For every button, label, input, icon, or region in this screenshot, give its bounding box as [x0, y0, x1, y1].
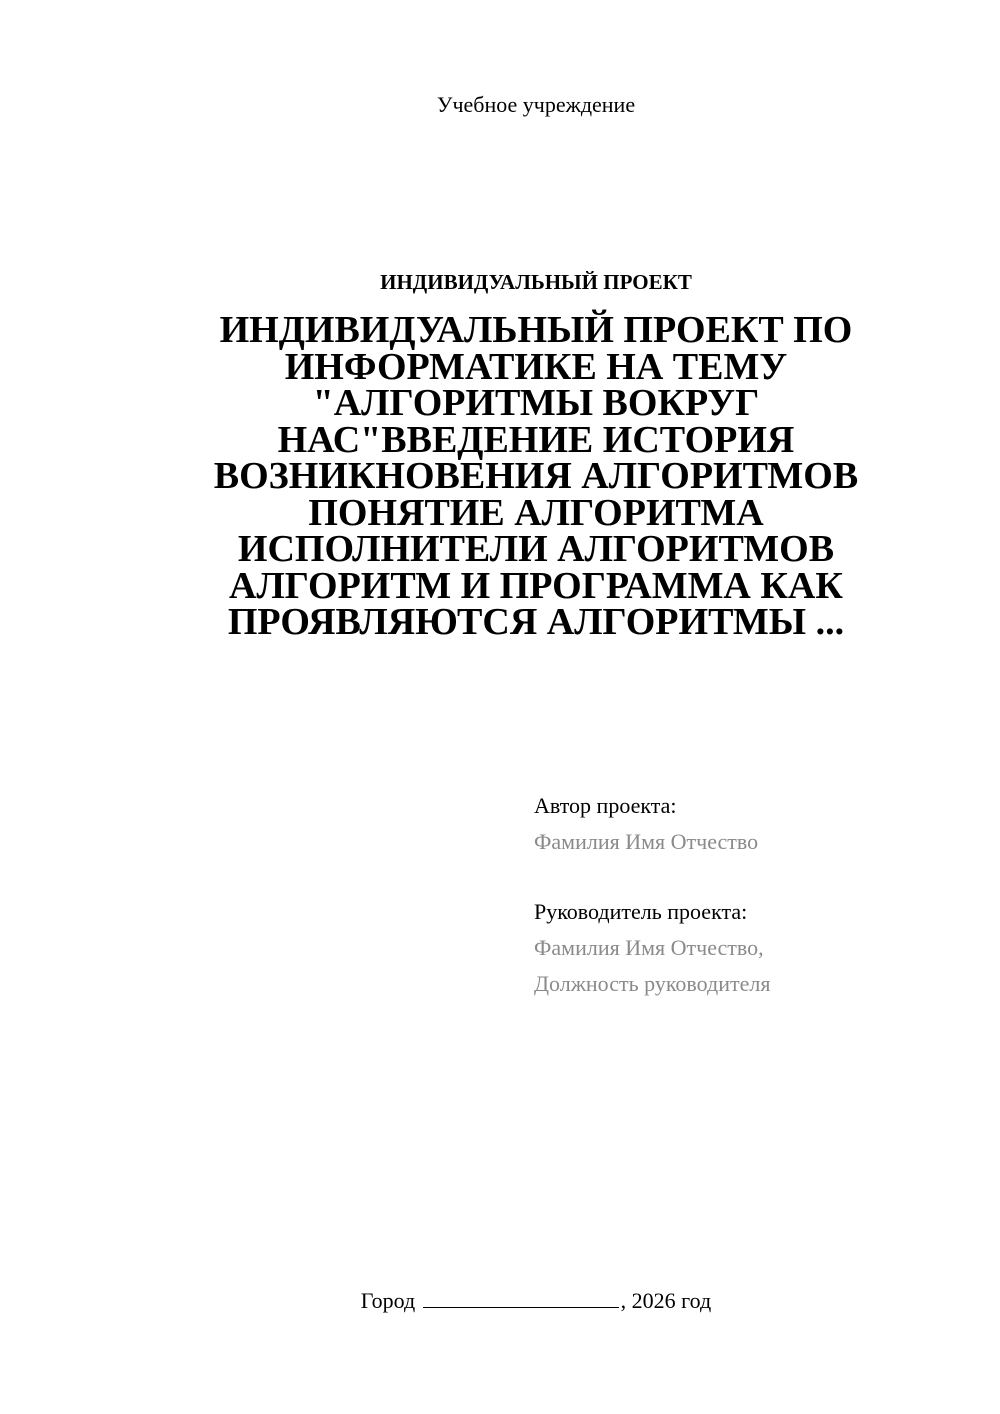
project-type-heading: ИНДИВИДУАЛЬНЫЙ ПРОЕКТ [380, 270, 692, 294]
project-title: ИНДИВИДУАЛЬНЫЙ ПРОЕКТ ПО ИНФОРМАТИКЕ НА ТЕМУ "АЛГОРИТМЫ ВОКРУГ НАС"ВВЕДЕНИЕ ИСТОРИЯ ВОЗНИКНОВЕНИЯ АЛГОРИТМОВ ПОНЯТИЕ АЛГОРИТМА ИСПОЛНИТЕЛИ АЛГОРИТМОВ АЛГОРИТМ И ПРОГРАММА КАК ПРОЯВЛЯЮТСЯ АЛГОРИТМЫ ... [213, 309, 859, 643]
author-label: Автор проекта: [534, 793, 677, 818]
institution-name: Учебное учреждение [436, 92, 636, 117]
supervisor-label: Руководитель проекта: [534, 899, 748, 924]
author-name: Фамилия Имя Отчество [534, 829, 759, 854]
supervisor-position: Должность руководителя [534, 971, 771, 996]
city-label: Город [360, 1288, 416, 1313]
city-year-line [0, 1288, 1000, 1314]
project-people-block [534, 788, 954, 1002]
city-blank-line [423, 1289, 619, 1308]
year-text: , 2026 год [620, 1288, 712, 1313]
spacer [534, 860, 954, 894]
supervisor-name: Фамилия Имя Отчество, [534, 935, 764, 960]
